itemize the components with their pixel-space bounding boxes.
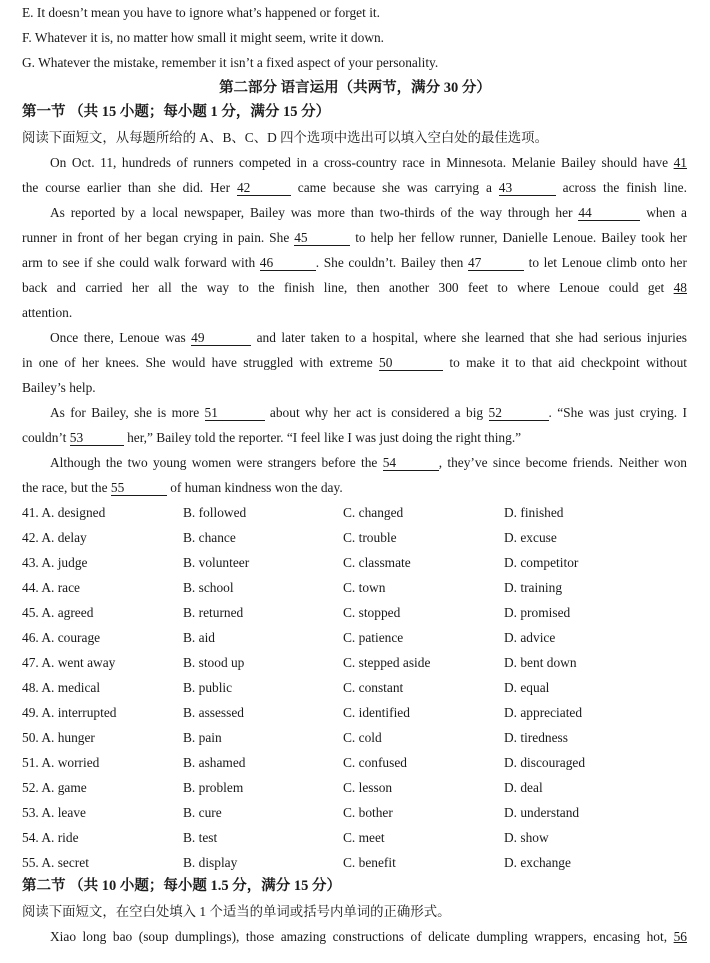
passage-text: On Oct. 11, hundreds of runners competed in a cross-country race in Minnesota. Melanie Bailey should have [50, 155, 669, 170]
blank-49: 49 [191, 330, 251, 346]
option-b: B. assessed [183, 705, 244, 720]
blank-51: 51 [205, 405, 265, 421]
option-b: B. aid [183, 630, 215, 645]
blank-43: 43 [499, 180, 556, 196]
passage-text: As for Bailey, she is more [50, 405, 200, 420]
passage-line [50, 454, 687, 472]
option-a: 52. A. game [22, 780, 87, 795]
option-d: D. competitor [504, 555, 579, 570]
option-c: C. confused [343, 755, 407, 770]
passage-text: came because she was carrying a [297, 180, 492, 195]
passage-text: Once there, Lenoue was [50, 330, 186, 345]
option-b: B. stood up [183, 655, 245, 670]
option-a: 55. A. secret [22, 855, 89, 870]
passage-text: when a [646, 205, 687, 220]
passage-line: Bailey’s help. [22, 380, 96, 395]
section2-title: 第二节 （共 10 小题；每小题 1.5 分，满分 15 分） [22, 878, 341, 894]
option-c: C. benefit [343, 855, 396, 870]
blank-55: 55 [111, 480, 167, 496]
passage-text: about why her act is considered a big [269, 405, 484, 420]
option-d: D. appreciated [504, 705, 583, 720]
option-b: B. problem [183, 780, 244, 795]
blank-54: 54 [383, 455, 439, 471]
passage-line: attention. [22, 305, 73, 320]
blank-50: 50 [379, 355, 443, 371]
passage-line [50, 154, 687, 172]
option-d: D. tiredness [504, 730, 568, 745]
option-a: 45. A. agreed [22, 605, 94, 620]
option-c: C. classmate [343, 555, 411, 570]
option-a: 50. A. hunger [22, 730, 95, 745]
blank-56: 56 [673, 929, 687, 944]
option-c: C. town [343, 580, 386, 595]
option-c: C. trouble [343, 530, 397, 545]
passage-text: Although the two young women were strangers before the [50, 455, 378, 470]
option-e-line: E. It doesn’t mean you have to ignore what’s happened or forget it. [22, 5, 380, 20]
option-a: 44. A. race [22, 580, 81, 595]
passage-text: the race, but the [22, 480, 108, 495]
option-b: B. test [183, 830, 218, 845]
blank-46: 46 [260, 255, 316, 271]
option-a: 46. A. courage [22, 630, 101, 645]
option-d: D. excuse [504, 530, 557, 545]
option-c: C. patience [343, 630, 404, 645]
option-g-line: G. Whatever the mistake, remember it isn’t a fixed aspect of your personality. [22, 55, 439, 70]
option-c: C. meet [343, 830, 385, 845]
option-b: B. public [183, 680, 233, 695]
option-c: C. cold [343, 730, 382, 745]
passage-line [22, 279, 687, 297]
option-a: 42. A. delay [22, 530, 87, 545]
option-d: D. advice [504, 630, 556, 645]
part2-title: 第二部分 语言运用（共两节，满分 30 分） [219, 80, 491, 96]
passage-text: . She couldn’t. Bailey then [315, 255, 464, 270]
option-d: D. finished [504, 505, 564, 520]
option-d: D. show [504, 830, 549, 845]
passage-line [22, 254, 687, 272]
passage-text: Xiao long bao (soup dumplings), those amazing constructions of delicate dumpling wrappers, encasing hot, [50, 929, 668, 944]
option-c: C. stopped [343, 605, 401, 620]
option-c: C. lesson [343, 780, 393, 795]
option-d: D. training [504, 580, 563, 595]
passage-line [22, 429, 687, 447]
option-b: B. display [183, 855, 238, 870]
passage-text: to let Lenoue climb onto her [528, 255, 687, 270]
option-c: C. bother [343, 805, 393, 820]
blank-44: 44 [578, 205, 640, 221]
passage-line [50, 329, 687, 347]
passage-line [22, 354, 687, 372]
option-d: D. discouraged [504, 755, 586, 770]
option-a: 54. A. ride [22, 830, 79, 845]
passage-text: the course earlier than she did. Her [22, 180, 231, 195]
passage-text: couldn’t [22, 430, 67, 445]
passage-line [22, 179, 687, 197]
passage-line [50, 204, 687, 222]
passage-text: to help her fellow runner, Danielle Lenoue. Bailey took her [355, 230, 687, 245]
option-b: B. followed [183, 505, 247, 520]
option-c: C. constant [343, 680, 404, 695]
passage2-line [50, 928, 687, 946]
option-b: B. cure [183, 805, 222, 820]
option-a: 47. A. went away [22, 655, 116, 670]
option-c: C. identified [343, 705, 410, 720]
option-d: D. exchange [504, 855, 571, 870]
passage-text: back and carried her all the way to the finish line, then another 300 feet to where Lenoue could get [22, 280, 665, 295]
blank-45: 45 [294, 230, 350, 246]
passage-line [22, 479, 687, 497]
option-d: D. promised [504, 605, 571, 620]
option-b: B. chance [183, 530, 236, 545]
option-d: D. understand [504, 805, 580, 820]
option-b: B. school [183, 580, 234, 595]
option-d: D. equal [504, 680, 550, 695]
blank-47: 47 [468, 255, 524, 271]
passage-text: across the finish line. [562, 180, 687, 195]
passage-text: . “She was just crying. I [548, 405, 687, 420]
passage-text: As reported by a local newspaper, Bailey was more than two-thirds of the way through her [50, 205, 573, 220]
option-b: B. pain [183, 730, 222, 745]
option-a: 49. A. interrupted [22, 705, 117, 720]
option-b: B. ashamed [183, 755, 246, 770]
option-f-line: F. Whatever it is, no matter how small it might seem, write it down. [22, 30, 385, 45]
passage-text: to make it to that aid checkpoint without [449, 355, 687, 370]
option-a: 48. A. medical [22, 680, 101, 695]
blank-42: 42 [237, 180, 291, 196]
option-d: D. deal [504, 780, 543, 795]
option-a: 43. A. judge [22, 555, 88, 570]
passage-text: and later taken to a hospital, where she learned that she had serious injuries [256, 330, 687, 345]
blank-48: 48 [673, 280, 687, 295]
passage-text: arm to see if she could walk forward with [22, 255, 256, 270]
passage-text: , they’ve since become friends. Neither won [438, 455, 687, 470]
blank-52: 52 [489, 405, 549, 421]
option-b: B. returned [183, 605, 244, 620]
option-a: 41. A. designed [22, 505, 106, 520]
section1-instruction: 阅读下面短文，从每题所给的 A、B、C、D 四个选项中选出可以填入空白处的最佳选项。 [22, 130, 548, 145]
option-d: D. bent down [504, 655, 577, 670]
option-b: B. volunteer [183, 555, 250, 570]
section2-instruction: 阅读下面短文，在空白处填入 1 个适当的单词或括号内单词的正确形式。 [22, 904, 451, 919]
blank-41: 41 [673, 155, 687, 170]
option-c: C. changed [343, 505, 404, 520]
section1-title: 第一节 （共 15 小题；每小题 1 分，满分 15 分） [22, 104, 331, 120]
blank-53: 53 [70, 430, 124, 446]
passage-text: her,” Bailey told the reporter. “I feel like I was just doing the right thing.” [127, 430, 522, 445]
option-c: C. stepped aside [343, 655, 431, 670]
option-a: 51. A. worried [22, 755, 100, 770]
passage-line [22, 229, 687, 247]
passage-text: runner in front of her began crying in pain. She [22, 230, 290, 245]
option-a: 53. A. leave [22, 805, 86, 820]
passage-line [50, 404, 687, 422]
passage-text: of human kindness won the day. [170, 480, 343, 495]
passage-text: in one of her knees. She would have struggled with extreme [22, 355, 373, 370]
